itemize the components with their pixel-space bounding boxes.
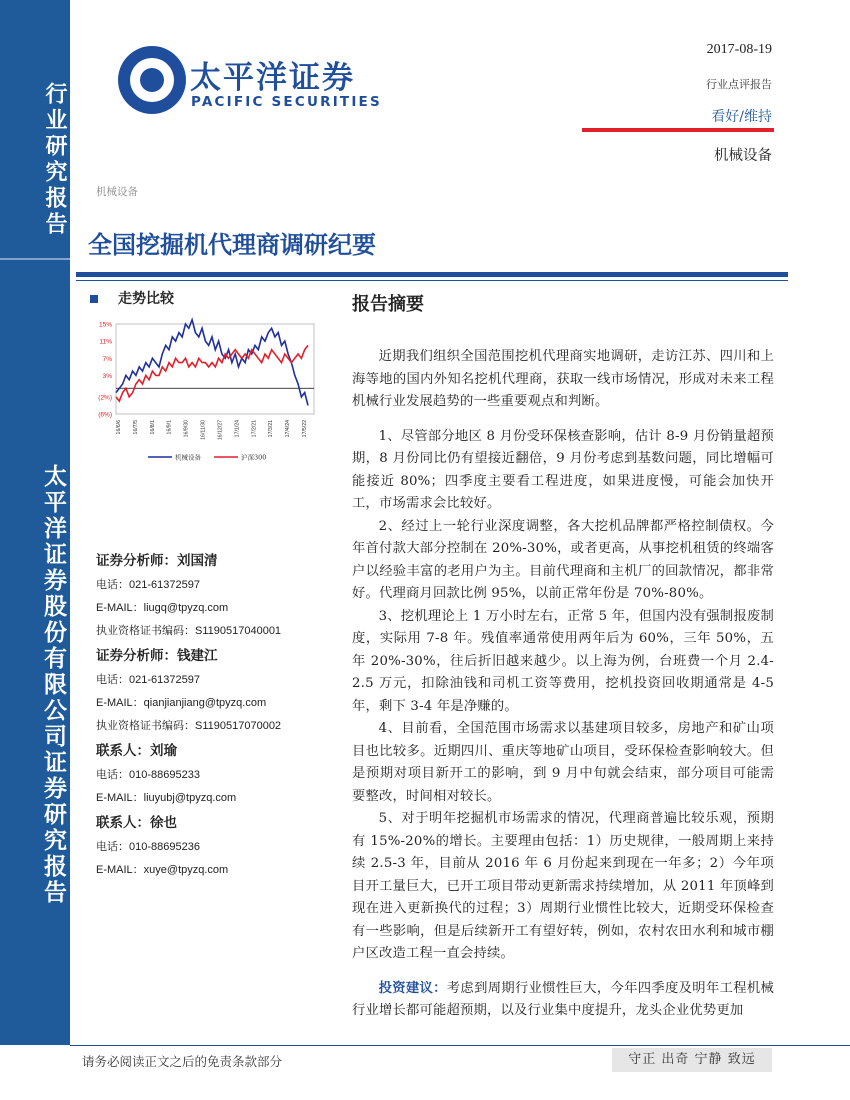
contact-phone: 电话：010-88695233 — [96, 769, 200, 781]
rating-underline — [582, 128, 774, 132]
abstract-body — [352, 346, 774, 1023]
contact-cert: 执业资格证书编码：S1190517070002 — [96, 720, 282, 732]
y-tick-label: (2%) — [98, 394, 112, 402]
sidebar-report-category: 行业研究报告 — [42, 82, 67, 238]
x-tick-label: 17/3/21 — [268, 420, 275, 438]
x-tick-label: 17/2/21 — [251, 420, 258, 438]
x-tick-label: 16/6/6 — [116, 420, 122, 435]
abstract-title: 报告摘要 — [352, 294, 424, 315]
contact-name: 证券分析师：钱建江 — [96, 648, 218, 664]
sidebar-company-name: 太平洋证券股份有限公司证券研究报告 — [40, 464, 66, 906]
trend-chart — [86, 314, 326, 474]
disclaimer-note: 请务必阅读正文之后的免责条款部分 — [82, 1054, 283, 1069]
contact-email[interactable]: E-MAIL：xuye@tpyzq.com — [96, 864, 229, 876]
report-date: 2017-08-19 — [706, 42, 772, 57]
x-tick-label: 17/4/24 — [285, 420, 292, 438]
abstract-intro: 近期我们组织全国范围挖机代理商实地调研，走访江苏、四川和上海等地的国内外知名挖机代理商，获取一线市场情况，形成对未来工程机械行业发展趋势的一些重要观点和判断。 — [352, 349, 774, 409]
y-tick-label: 7% — [102, 355, 112, 363]
report-type: 行业点评报告 — [706, 78, 772, 91]
contact-email[interactable]: E-MAIL：qianjianjiang@tpyzq.com — [96, 697, 267, 709]
logo-chinese-name: 太平洋证券 — [190, 60, 355, 96]
company-motto: 守正 出奇 宁静 致远 — [612, 1048, 772, 1072]
y-tick-label: 15% — [98, 321, 112, 329]
report-title: 全国挖掘机代理商调研纪要 — [88, 231, 376, 259]
rating: 看好/维持 — [711, 109, 772, 125]
x-tick-label: 17/5/22 — [302, 420, 308, 438]
contact-cert: 执业资格证书编码：S1190517040001 — [96, 625, 282, 637]
contacts-block — [96, 548, 331, 882]
title-divider — [76, 272, 788, 277]
title-divider-thin — [76, 280, 788, 281]
abstract-point: 1、尽管部分地区 8 月份受环保核查影响，估计 8-9 月份销量超预期，8 月份同比仍有望接近翻倍，9 月份考虑到基数问题，同比增幅可能接近 80%；四季度主要看工程进度，如果进度慢，可能会加快开工，市场需求会比较好。 — [352, 428, 774, 511]
abstract-point: 3、挖机理论上 1 万小时左右，正常 5 年，但国内没有强制报废制度，实际用 7-8 年。残值率通常使用两年后为 60%，三年 50%，五年 20%-30%，往后折旧越来越少。以上海为例，台班费一个月 2.4-2.5 万元，扣除油钱和司机工资等费用，挖机投资回收期通常是 4-5 年，剩下 3-4 年是净赚的。 — [352, 608, 774, 714]
footer-divider — [70, 1045, 850, 1046]
abstract-point: 2、经过上一轮行业深度调整，各大挖机品牌都严格控制债权。今年首付款大部分控制在 20%-30%，或者更高，从事挖机租赁的终端客户以经验丰富的老用户为主。目前代理商和主机厂的回款情况，都非常好。代理商月回款比例 95%，以前正常年份是 70%-80%。 — [352, 518, 774, 601]
contact-name: 联系人：刘瑜 — [96, 743, 177, 759]
contact-phone: 电话：021-61372597 — [96, 579, 200, 591]
x-tick-label: 16/11/30 — [200, 420, 207, 440]
y-tick-label: 3% — [102, 372, 112, 380]
x-tick-label: 16/9/1 — [166, 420, 173, 435]
logo-english-name: PACIFIC SECURITIES — [191, 94, 382, 110]
x-tick-label: 16/9/30 — [183, 420, 190, 438]
x-tick-label: 17/1/24 — [234, 420, 241, 438]
contact-name: 联系人：徐也 — [96, 815, 177, 831]
abstract-point: 5、对于明年挖掘机市场需求的情况，代理商普遍比较乐观，预期有 15%-20%的增长。主要理由包括：1）历史规律，一般周期上来持续 2.5-3 年，目前从 2016 年 6 月份起来到现在一年多；2）今年项目开工量巨大，已开工项目带动更新需求持续增加，从 2011 年顶峰到现在进入更新换代的过程；3）周期行业惯性比较大，近期受环保检查有一些影响，但是后续新开工有望好转，例如，农村农田水利和城市棚户区改造工程一直会持续。 — [352, 811, 774, 961]
investment-advice — [352, 978, 774, 1023]
legend-label: 沪深300 — [241, 453, 267, 462]
sidebar-divider — [0, 258, 70, 260]
left-sidebar-band — [0, 0, 70, 1045]
x-tick-label: 16/7/5 — [132, 420, 139, 435]
contact-email[interactable]: E-MAIL：liuyubj@tpyzq.com — [96, 792, 237, 804]
bullet-square-icon — [90, 295, 98, 303]
abstract-point: 4、目前看，全国范围市场需求以基建项目较多，房地产和矿山项目也比较多。近期四川、重庆等地矿山项目，受环保检查影响较大。但是预期对项目新开工的影响，到 9 月中旬就会结束，部分项目可能需要整改，时间相对较长。 — [352, 721, 774, 804]
investment-advice-label: 投资建议： — [378, 980, 447, 996]
investment-advice-text: 考虑到周期行业惯性巨大，今年四季度及明年工程机械行业增长都可能超预期，以及行业集中度提升，龙头企业优势更加 — [352, 980, 774, 1018]
y-tick-label: (6%) — [98, 411, 112, 419]
trend-comparison-label: 走势比较 — [118, 291, 174, 307]
legend-label: 机械设备 — [175, 453, 201, 462]
chart-frame — [116, 324, 314, 414]
sector-label: 机械设备 — [714, 148, 772, 164]
contact-phone: 电话：010-88695236 — [96, 841, 200, 853]
contact-name: 证券分析师：刘国清 — [96, 553, 218, 569]
contact-phone: 电话：021-61372597 — [96, 674, 200, 686]
x-tick-label: 16/12/27 — [217, 420, 224, 441]
series-line-hs300 — [116, 345, 308, 401]
y-tick-label: 11% — [99, 338, 112, 346]
sector-tag: 机械设备 — [96, 186, 138, 198]
contact-email[interactable]: E-MAIL：liugq@tpyzq.com — [96, 602, 229, 614]
x-tick-label: 16/8/1 — [149, 420, 156, 435]
